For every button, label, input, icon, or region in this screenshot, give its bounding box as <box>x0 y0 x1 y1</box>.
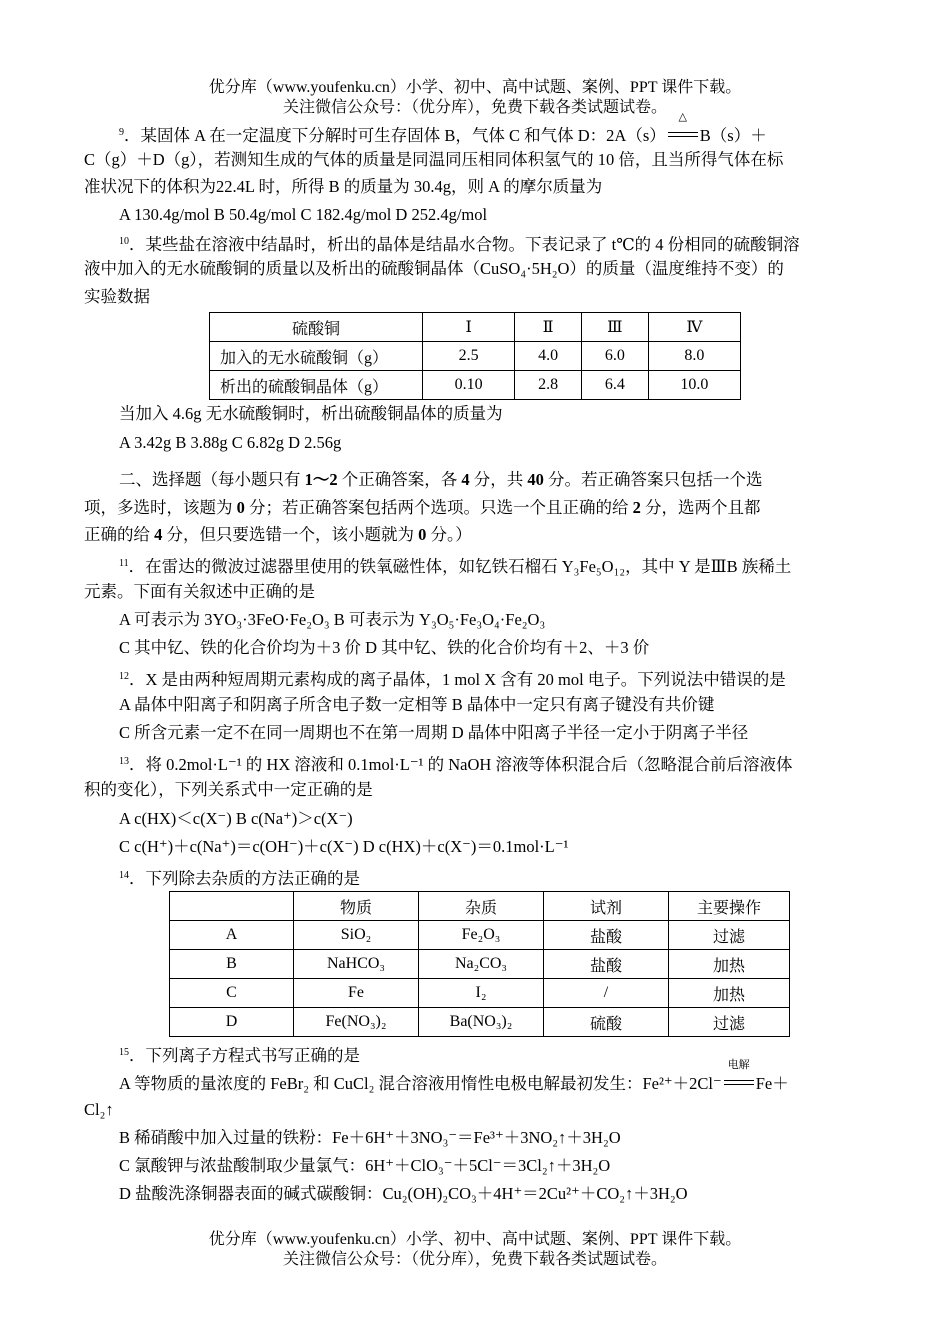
question-number: 12 <box>119 671 129 682</box>
section-bold: 4 <box>154 525 163 544</box>
question-14-line-1 <box>119 863 360 892</box>
question-13-line-1 <box>119 749 792 778</box>
table-cell: Na₂CO₃ <box>419 950 544 979</box>
table-cell: 6.0 <box>581 342 648 371</box>
section-bold: 0 <box>236 498 245 517</box>
question-11-line-1 <box>119 551 791 580</box>
question-12-options-ab: A 晶体中阳离子和阴离子所含电子数一定相等 B 晶体中一定只有离子键没有共价键 <box>119 695 715 714</box>
table-row <box>170 921 790 950</box>
table-cell: NaHCO₃ <box>294 950 419 979</box>
table-row <box>170 979 790 1008</box>
page-footer-line-1: 优分库（www.youfenku.cn）小学、初中、高中试题、案例、PPT 课件下载。 <box>208 1231 742 1248</box>
question-15-option-a-line-1 <box>119 1059 789 1097</box>
table-cell: SiO₂ <box>294 921 419 950</box>
table-row <box>210 371 741 400</box>
table-cell: 2.8 <box>515 371 582 400</box>
table-header-cell: 杂质 <box>419 892 544 921</box>
question-10-line-1 <box>119 229 800 258</box>
table-cell: 析出的硫酸铜晶体（g） <box>210 371 423 400</box>
question-number: 9 <box>119 127 124 138</box>
page-header-line-1: 优分库（www.youfenku.cn）小学、初中、高中试题、案例、PPT 课件下载。 <box>208 79 742 96</box>
table-cell: 加热 <box>669 950 790 979</box>
page-header-line-2: 关注微信公众号：（优分库），免费下载各类试题试卷。 <box>282 99 667 116</box>
section-text: 二、选择题（每小题只有 <box>119 470 305 489</box>
section-2-line-1 <box>119 467 763 493</box>
question-10-question: 当加入 4.6g 无水硫酸铜时，析出硫酸铜晶体的质量为 <box>119 404 503 423</box>
question-13-options-cd: C c(H⁺)＋c(Na⁺)＝c(OH⁻)＋c(X⁻) D c(HX)＋c(X⁻)＝0.1mol·L⁻¹ <box>119 837 569 856</box>
table-header-row <box>210 313 741 342</box>
question-9-line-3: 准状况下的体积为22.4L 时，所得 B 的质量为 30.4g，则 A 的摩尔质量为 <box>84 177 603 196</box>
question-15-option-c: C 氯酸钾与浓盐酸制取少量氯气：6H⁺＋ClO₃⁻＋5Cl⁻＝3Cl₂↑＋3H₂O <box>119 1156 611 1175</box>
question-10-line-2: 液中加入的无水硫酸铜的质量以及析出的硫酸铜晶体（CuSO₄·5H₂O）的质量（温度维持不变）的 <box>84 259 784 278</box>
question-text: ．在雷达的微波过滤器里使用的铁氧磁性体，如钇铁石榴石 Y₃Fe₅O₁₂，其中 Y 是ⅢB 族稀土 <box>128 557 792 576</box>
table-cell: 0.10 <box>423 371 515 400</box>
table-cell: D <box>170 1008 294 1037</box>
table-row <box>170 1008 790 1037</box>
table-header-cell: Ⅳ <box>648 313 740 342</box>
question-13-options-ab: A c(HX)＜c(X⁻) B c(Na⁺)＞c(X⁻) <box>119 809 353 828</box>
question-text: ．将 0.2mol·L⁻¹ 的 HX 溶液和 0.1mol·L⁻¹ 的 NaOH 溶液等体积混合后（忽略混合前后溶液体 <box>129 755 793 774</box>
table-cell: 盐酸 <box>544 921 669 950</box>
section-text: 正确的给 <box>84 525 155 544</box>
question-11-options-cd: C 其中钇、铁的化合价均为＋3 价 D 其中钇、铁的化合价均有＋2、＋3 价 <box>119 638 650 657</box>
question-number: 11 <box>119 558 129 569</box>
question-number: 14 <box>119 870 129 881</box>
section-text: 分。） <box>426 525 472 544</box>
table-cell: 硫酸 <box>544 1008 669 1037</box>
table-cell: I₂ <box>419 979 544 1008</box>
question-9-line-2: C（g）＋D（g），若测知生成的气体的质量是同温同压相同体积氢气的 10 倍，且当所得气体在标 <box>84 150 784 169</box>
table-cell: 盐酸 <box>544 950 669 979</box>
section-text: 分；若正确答案包括两个选项。只选一个且正确的给 <box>244 498 633 517</box>
question-text: ．下列离子方程式书写正确的是 <box>129 1046 360 1065</box>
question-12-line-1 <box>119 664 786 693</box>
question-15-line-1 <box>119 1040 360 1069</box>
electrolysis-condition-arrow <box>722 1059 756 1097</box>
question-9-line-1 <box>119 111 767 149</box>
question-text: ．某固体 A 在一定温度下分解时可生存固体 B，气体 C 和气体 D：2A（s） <box>124 126 666 145</box>
table-header-cell: Ⅱ <box>515 313 582 342</box>
section-bold: 1～2 <box>304 470 338 489</box>
table-cell: 过滤 <box>669 921 790 950</box>
table-cell: 过滤 <box>669 1008 790 1037</box>
impurity-removal-table <box>169 891 790 1037</box>
table-cell: Fe <box>294 979 419 1008</box>
section-bold: 4 <box>461 470 470 489</box>
section-text: 项，多选时，该题为 <box>84 498 237 517</box>
table-cell: C <box>170 979 294 1008</box>
section-text: 分，选两个且都 <box>640 498 761 517</box>
table-header-cell: Ⅰ <box>423 313 515 342</box>
table-header-cell: 硫酸铜 <box>210 313 423 342</box>
section-text: 分。若正确答案只包括一个选 <box>543 470 763 489</box>
section-bold: 2 <box>632 498 641 517</box>
question-10-options: A 3.42g B 3.88g C 6.82g D 2.56g <box>119 433 342 452</box>
table-cell: Fe(NO₃)₂ <box>294 1008 419 1037</box>
question-number: 13 <box>119 756 129 767</box>
section-bold: 0 <box>418 525 427 544</box>
table-header-cell: 试剂 <box>544 892 669 921</box>
table-header-cell: 物质 <box>294 892 419 921</box>
section-bold: 40 <box>527 470 544 489</box>
question-15-option-d: D 盐酸洗涤铜器表面的碱式碳酸铜：Cu₂(OH)₂CO₃＋4H⁺＝2Cu²⁺＋CO₂↑＋3H₂O <box>119 1184 688 1203</box>
table-header-cell <box>170 892 294 921</box>
table-cell: 加入的无水硫酸铜（g） <box>210 342 423 371</box>
question-12-options-cd: C 所含元素一定不在同一周期也不在第一周期 D 晶体中阳离子半径一定小于阴离子半径 <box>119 723 749 742</box>
table-header-cell: Ⅲ <box>581 313 648 342</box>
table-cell: B <box>170 950 294 979</box>
question-text: ．某些盐在溶液中结晶时，析出的晶体是结晶水合物。下表记录了 t℃的 4 份相同的硫酸铜溶 <box>129 235 800 254</box>
heat-condition-arrow <box>666 111 700 149</box>
section-text: 个正确答案，各 <box>337 470 462 489</box>
table-cell: Ba(NO₃)₂ <box>419 1008 544 1037</box>
section-2-line-3 <box>84 522 472 548</box>
table-row <box>210 342 741 371</box>
page-footer-line-2: 关注微信公众号：（优分库），免费下载各类试题试卷。 <box>282 1251 667 1268</box>
question-9-options: A 130.4g/mol B 50.4g/mol C 182.4g/mol D 252.4g/mol <box>119 205 488 224</box>
question-number: 10 <box>119 236 129 247</box>
question-13-line-2: 积的变化），下列关系式中一定正确的是 <box>84 780 373 799</box>
section-text: 分，共 <box>469 470 528 489</box>
question-text: ．X 是由两种短周期元素构成的离子晶体，1 mol X 含有 20 mol 电子。下列说法中错误的是 <box>129 670 786 689</box>
table-cell: Fe₂O₃ <box>419 921 544 950</box>
question-number: 15 <box>119 1047 129 1058</box>
table-header-cell: 主要操作 <box>669 892 790 921</box>
table-cell: 加热 <box>669 979 790 1008</box>
table-cell: 6.4 <box>581 371 648 400</box>
table-cell: A <box>170 921 294 950</box>
table-cell: 4.0 <box>515 342 582 371</box>
table-row <box>170 950 790 979</box>
option-text: Fe＋ <box>755 1074 789 1093</box>
question-11-options-ab: A 可表示为 3YO₃·3FeO·Fe₂O₃ B 可表示为 Y₃O₅·Fe₃O₄·Fe₂O₃ <box>119 610 546 629</box>
question-10-line-3: 实验数据 <box>84 287 150 306</box>
section-2-line-2 <box>84 495 761 521</box>
question-text: B（s）＋ <box>699 126 767 145</box>
section-text: 分，但只要选错一个，该小题就为 <box>162 525 419 544</box>
table-cell: 2.5 <box>423 342 515 371</box>
question-15-option-a-line-2: Cl₂↑ <box>84 1100 114 1119</box>
table-cell: 8.0 <box>648 342 740 371</box>
question-text: ．下列除去杂质的方法正确的是 <box>129 869 360 888</box>
option-text: A 等物质的量浓度的 FeBr₂ 和 CuCl₂ 混合溶液用惰性电极电解最初发生：Fe²⁺＋2Cl⁻ <box>119 1074 722 1093</box>
question-15-option-b: B 稀硝酸中加入过量的铁粉：Fe＋6H⁺＋3NO₃⁻＝Fe³⁺＋3NO₂↑＋3H₂O <box>119 1128 621 1147</box>
table-cell: 10.0 <box>648 371 740 400</box>
table-header-row <box>170 892 790 921</box>
question-11-line-2: 元素。下面有关叙述中正确的是 <box>84 582 315 601</box>
table-cell: / <box>544 979 669 1008</box>
heat-symbol: △ <box>678 111 688 123</box>
electrolysis-label: 电解 <box>727 1059 750 1071</box>
copper-sulfate-table <box>209 312 741 400</box>
